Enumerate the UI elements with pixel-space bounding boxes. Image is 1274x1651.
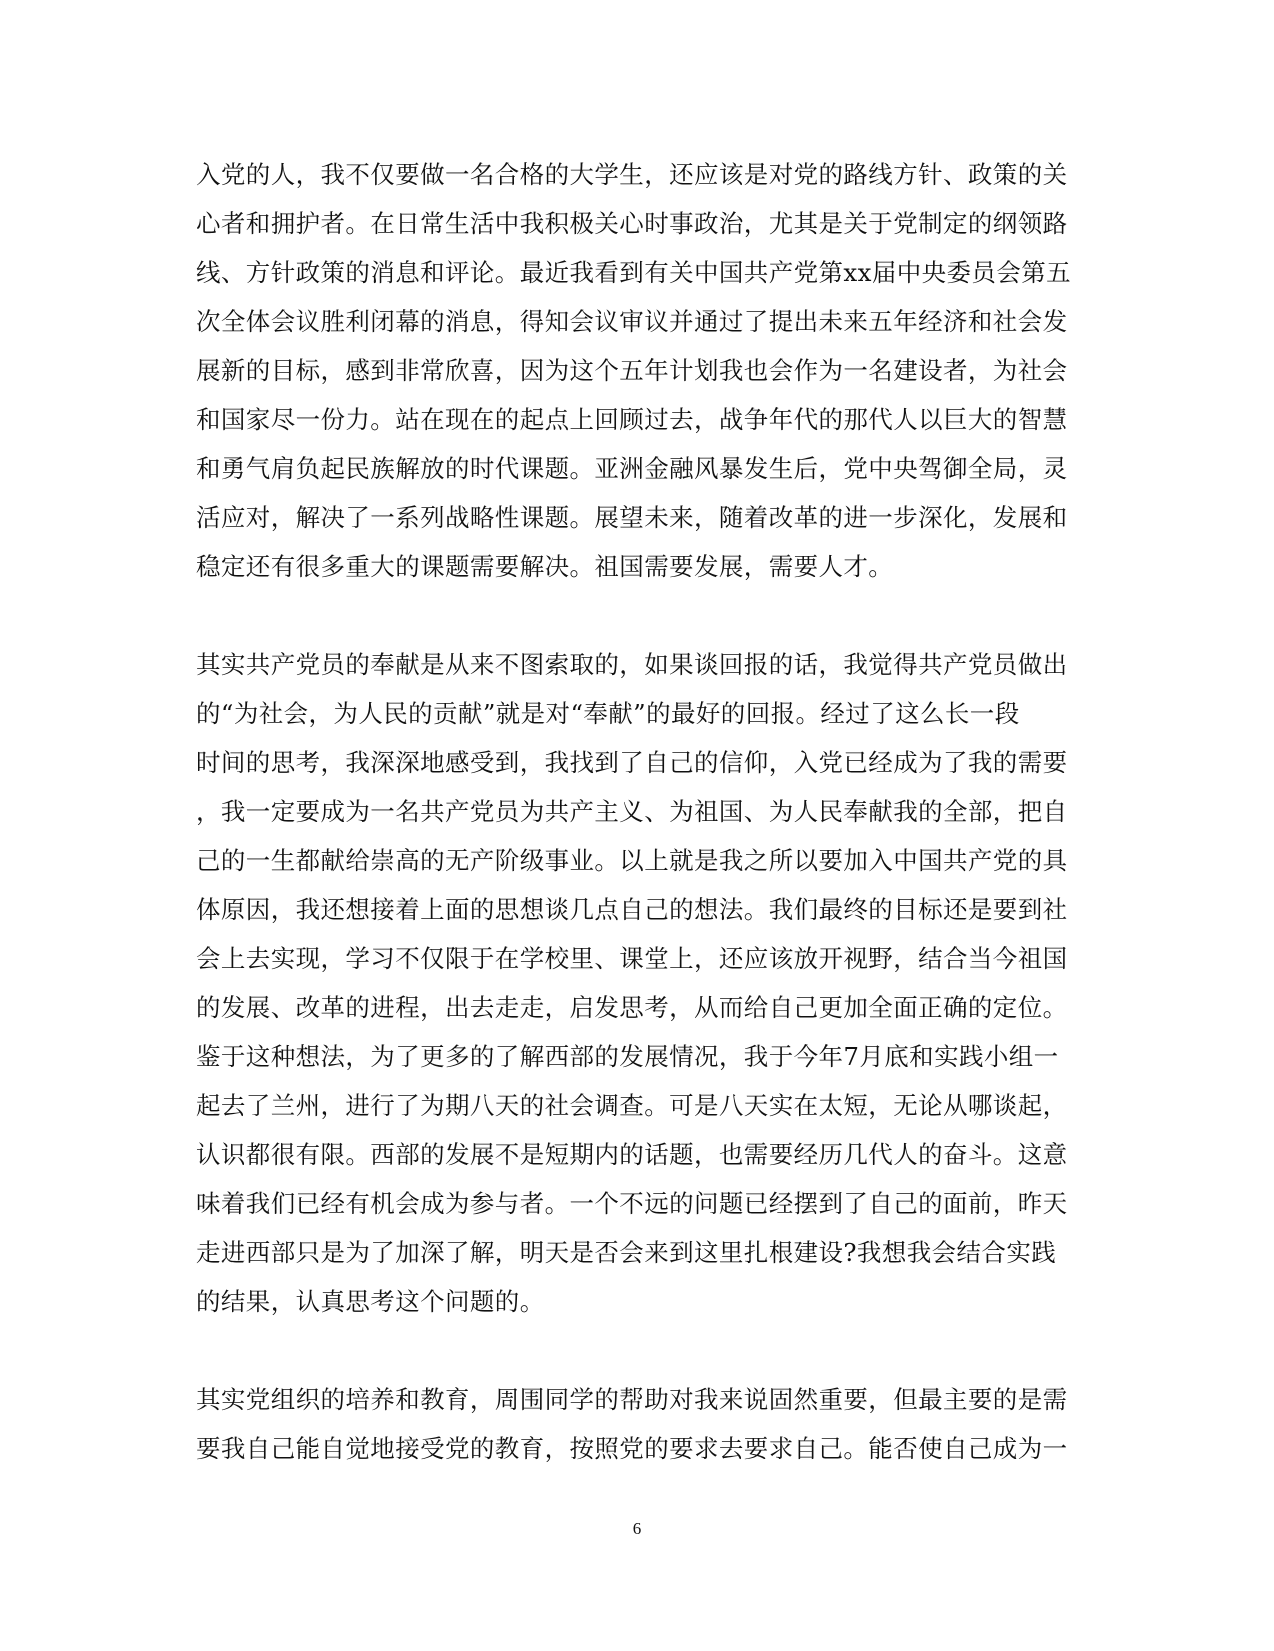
text-line: 要我自己能自觉地接受党的教育，按照党的要求去要求自己。能否使自己成为一	[196, 1434, 1068, 1463]
text-line: 己的一生都献给崇高的无产阶级事业。以上就是我之所以要加入中国共产党的具	[196, 846, 1068, 875]
text-line: 体原因，我还想接着上面的思想谈几点自己的想法。我们最终的目标还是要到社	[196, 895, 1068, 924]
text-line: 起去了兰州，进行了为期八天的社会调查。可是八天实在太短，无论从哪谈起，	[196, 1091, 1068, 1120]
text-line: 鉴于这种想法，为了更多的了解西部的发展情况，我于今年7月底和实践小组一	[196, 1042, 1059, 1071]
text-line: 会上去实现，学习不仅限于在学校里、课堂上，还应该放开视野，结合当今祖国	[196, 944, 1068, 973]
text-line: 的结果，认真思考这个问题的。	[196, 1287, 545, 1316]
text-line: 的发展、改革的进程，出去走走，启发思考，从而给自己更加全面正确的定位。	[196, 993, 1068, 1022]
text-line: 线、方针政策的消息和评论。最近我看到有关中国共产党第xx届中央委员会第五	[196, 258, 1072, 287]
text-line: 走进西部只是为了加深了解，明天是否会来到这里扎根建设?我想我会结合实践	[196, 1238, 1057, 1267]
paragraph-spacer	[196, 591, 1076, 640]
text-line: 味着我们已经有机会成为参与者。一个不远的问题已经摆到了自己的面前，昨天	[196, 1189, 1068, 1218]
text-line: 入党的人，我不仅要做一名合格的大学生，还应该是对党的路线方针、政策的关	[196, 160, 1068, 189]
page-number: 6	[632, 1519, 642, 1538]
document-body	[196, 150, 1076, 1473]
text-line: 时间的思考，我深深地感受到，我找到了自己的信仰，入党已经成为了我的需要	[196, 748, 1068, 777]
text-line: 和国家尽一份力。站在现在的起点上回顾过去，战争年代的那代人以巨大的智慧	[196, 405, 1068, 434]
text-line: 次全体会议胜利闭幕的消息，得知会议审议并通过了提出未来五年经济和社会发	[196, 307, 1068, 336]
text-line: 认识都很有限。西部的发展不是短期内的话题，也需要经历几代人的奋斗。这意	[196, 1140, 1068, 1169]
text-line: 心者和拥护者。在日常生活中我积极关心时事政治，尤其是关于党制定的纲领路	[196, 209, 1068, 238]
text-line: 展新的目标，感到非常欣喜，因为这个五年计划我也会作为一名建设者，为社会	[196, 356, 1068, 385]
text-line: ，我一定要成为一名共产党员为共产主义、为祖国、为人民奉献我的全部，把自	[196, 797, 1068, 826]
paragraph-3	[196, 1375, 1076, 1473]
text-line: 的“为社会，为人民的贡献”就是对“奉献”的最好的回报。经过了这么长一段	[196, 699, 1020, 728]
text-line: 稳定还有很多重大的课题需要解决。祖国需要发展，需要人才。	[196, 552, 894, 581]
paragraph-1	[196, 150, 1076, 591]
text-line: 其实共产党员的奉献是从来不图索取的，如果谈回报的话，我觉得共产党员做出	[196, 650, 1068, 679]
paragraph-2	[196, 640, 1076, 1326]
paragraph-spacer	[196, 1326, 1076, 1375]
text-line: 其实党组织的培养和教育，周围同学的帮助对我来说固然重要，但最主要的是需	[196, 1385, 1068, 1414]
text-line: 活应对，解决了一系列战略性课题。展望未来，随着改革的进一步深化，发展和	[196, 503, 1068, 532]
text-line: 和勇气肩负起民族解放的时代课题。亚洲金融风暴发生后，党中央驾御全局，灵	[196, 454, 1068, 483]
